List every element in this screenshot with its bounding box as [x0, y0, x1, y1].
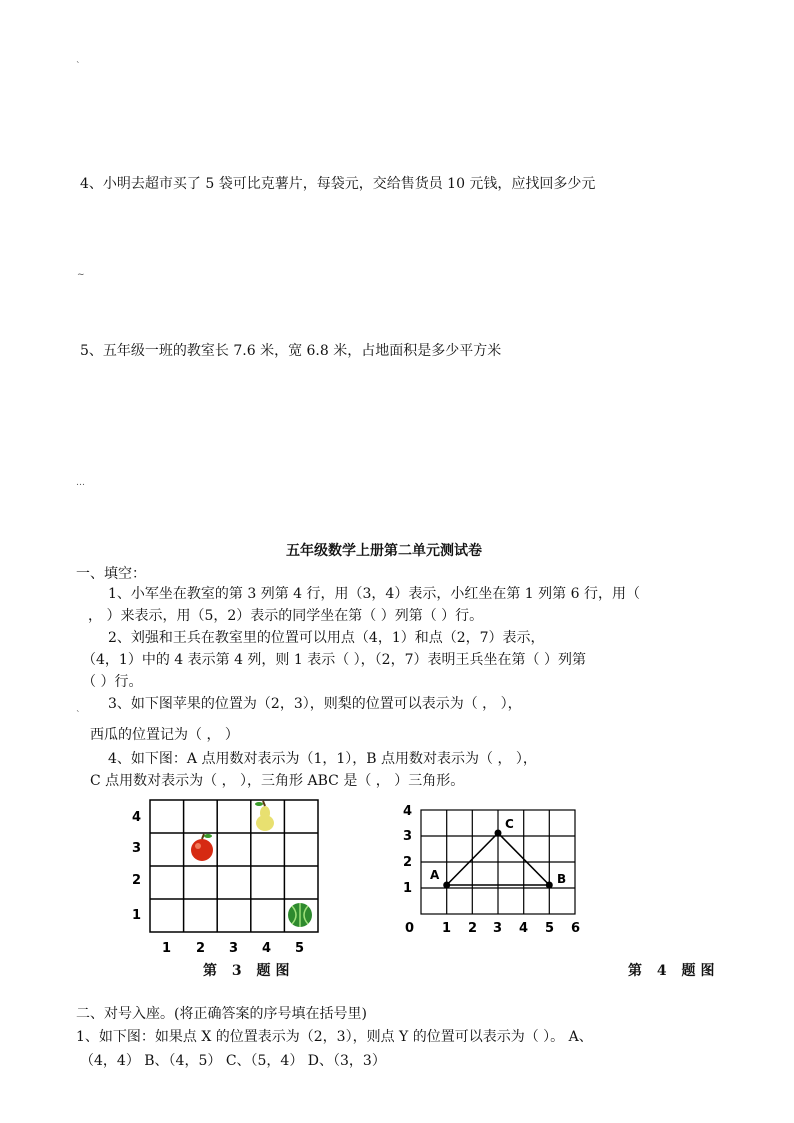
y-tick: 3: [403, 829, 413, 844]
figure-4-caption: 第 4 题图: [628, 963, 720, 979]
watermelon-icon: [288, 903, 312, 927]
label-c: C: [505, 817, 514, 831]
stray-mark: `: [76, 711, 81, 721]
y-tick: 2: [403, 855, 413, 870]
x-tick: 4: [262, 941, 272, 955]
figure-3-caption: 第 3 题图: [203, 963, 295, 979]
x-tick: 5: [295, 941, 305, 955]
y-tick: 3: [132, 841, 142, 856]
fill-line-3: 2、刘强和王兵在教室里的位置可以用点（4，1）和点（2，7）表示，: [108, 630, 545, 646]
stray-mark: `: [76, 62, 81, 72]
x-tick: 1: [442, 921, 452, 936]
stray-mark: ~: [77, 270, 85, 280]
y-tick: 4: [132, 810, 142, 825]
apple-icon: [191, 834, 213, 861]
point-c: [495, 830, 502, 837]
fill-line-9: C 点用数对表示为（ ， ），三角形 ABC 是（ ， ）三角形。: [90, 773, 465, 789]
choice-question-1: 1、如下图：如果点 X 的位置表示为（2，3），则点 Y 的位置可以表示为（ ）。 A、: [76, 1029, 593, 1045]
fill-line-8: 4、如下图：A 点用数对表示为（1，1），B 点用数对表示为（ ， ），: [108, 751, 537, 767]
stray-mark: …: [76, 478, 85, 488]
fruit-grid-figure: [120, 795, 330, 955]
test-title: 五年级数学上册第二单元测试卷: [286, 543, 482, 559]
choice-options: （4，4） B、（4，5） C、（5，4） D、（3，3）: [80, 1053, 386, 1069]
fill-line-2: ， ）来表示，用（5，2）表示的同学坐在第（ ）列第（ ）行。: [88, 608, 484, 624]
x-tick: 3: [229, 941, 239, 955]
label-b: B: [557, 872, 567, 886]
x-tick: 2: [468, 921, 478, 936]
pear-icon: [255, 801, 274, 831]
y-tick: 4: [403, 804, 413, 819]
x-tick: 3: [493, 921, 503, 936]
section-1-heading: 一、填空：: [76, 566, 146, 582]
fill-line-7: 西瓜的位置记为（ ， ）: [90, 727, 239, 743]
x-tick: 5: [545, 921, 555, 936]
x-tick: 2: [196, 941, 206, 955]
fill-line-5: （ ）行。: [82, 674, 143, 690]
triangle-grid-figure: [395, 798, 595, 940]
fill-line-4: （4，1）中的 4 表示第 4 列，则 1 表示（ ），（2，7）表明王兵坐在第（ ）列第: [82, 652, 586, 668]
x-tick: 6: [571, 921, 581, 936]
y-tick: 2: [132, 873, 142, 888]
fill-line-6: 3、如下图苹果的位置为（2，3），则梨的位置可以表示为（ ， ），: [108, 696, 522, 712]
x-tick: 0: [405, 921, 415, 936]
question-5: 5、五年级一班的教室长 7.6 米，宽 6.8 米，占地面积是多少平方米: [80, 343, 502, 359]
fill-line-1: 1、小军坐在教室的第 3 列第 4 行，用（3，4）表示，小红坐在第 1 列第 6 行，用（: [108, 586, 640, 602]
x-tick: 4: [519, 921, 529, 936]
x-tick: 1: [162, 941, 172, 955]
label-a: A: [430, 868, 440, 882]
point-b: [546, 882, 553, 889]
y-tick: 1: [132, 908, 142, 923]
point-a: [443, 882, 450, 889]
section-2-heading: 二、对号入座。(将正确答案的序号填在括号里): [76, 1006, 367, 1022]
question-4: 4、小明去超市买了 5 袋可比克薯片，每袋元，交给售货员 10 元钱，应找回多少元: [80, 176, 596, 192]
y-tick: 1: [403, 881, 413, 896]
